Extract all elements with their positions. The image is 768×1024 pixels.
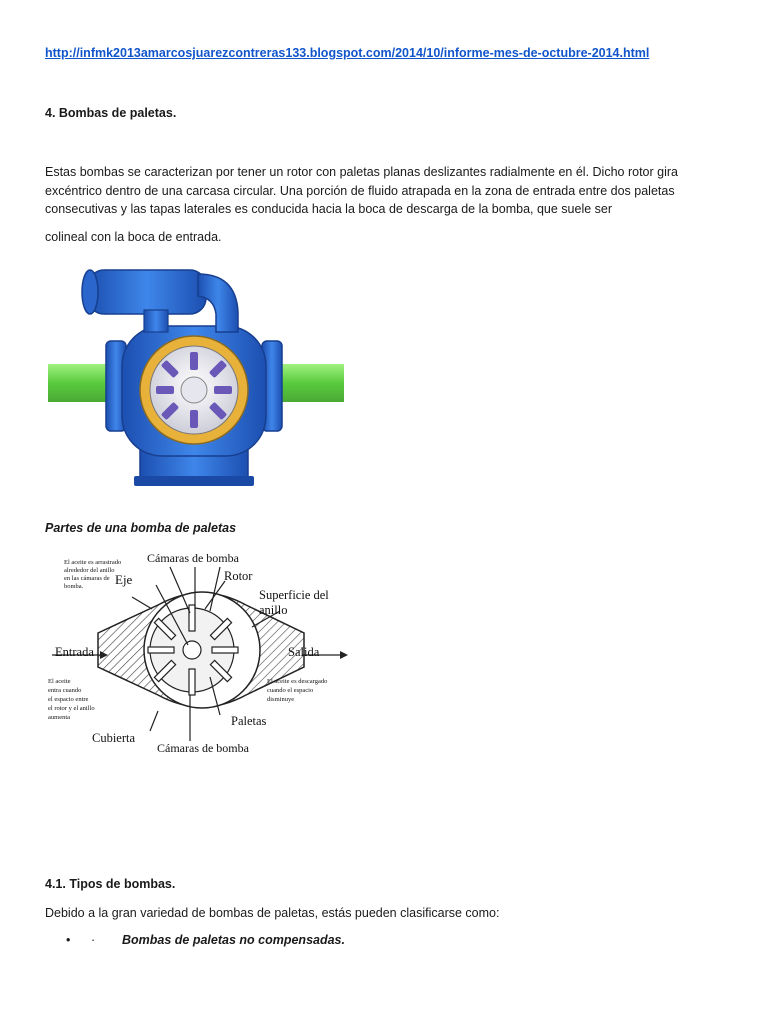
paragraph-line: Estas bombas se caracterizan por tener un rotor con paletas planas deslizantes radialmente en él. Dicho rotor gira	[45, 165, 678, 179]
note-line: entra cuando	[48, 687, 82, 694]
note-line: alrededor del anillo	[64, 567, 115, 574]
label-salida: Salida	[288, 645, 320, 659]
paragraph-line: excéntrico dentro de una carcasa circular. Una porción de fluido atrapada en la zona de entrada entre dos paletas	[45, 183, 675, 198]
note-line: en las cámaras de	[64, 575, 110, 582]
note-line: El aceite es arrastrado	[64, 559, 122, 566]
label-entrada: Entrada	[55, 645, 94, 659]
note-line: bomba.	[64, 583, 84, 590]
figure-caption: Partes de una bomba de paletas	[45, 521, 237, 535]
pump-foot	[134, 476, 254, 486]
note-top	[64, 559, 121, 591]
note-line: El aceite es descargado	[267, 678, 328, 685]
note-line: el rotor y el anillo	[48, 705, 95, 712]
label-superficie	[259, 588, 329, 618]
note-line: disminuye	[267, 696, 295, 703]
shaft	[181, 377, 207, 403]
label-eje: Eje	[115, 572, 133, 587]
note-line: El aceite	[48, 678, 71, 685]
note-left	[48, 677, 95, 722]
middot-icon: ·	[91, 933, 96, 947]
label-cubierta: Cubierta	[92, 731, 136, 745]
note-line: cuando el espacio	[267, 687, 314, 694]
vane-pump-illustration	[48, 256, 344, 496]
paragraph-tail: colineal con la boca de entrada.	[45, 230, 222, 244]
paragraph-line: consecutivas y las tapas laterales es conducida hacia la boca de descarga de la bomba, que suele ser	[45, 202, 613, 216]
label-superficie-line: anillo	[259, 603, 288, 617]
bullet-icon: •	[66, 933, 71, 947]
label-camaras-top: Cámaras de bomba	[147, 551, 239, 565]
label-rotor: Rotor	[224, 569, 253, 583]
note-line: el espacio entre	[48, 696, 89, 703]
motor-cylinder	[88, 270, 206, 314]
note-right	[267, 677, 327, 704]
subsection-heading: 4.1. Tipos de bombas.	[45, 877, 176, 891]
label-superficie-line: Superficie del	[259, 588, 329, 602]
label-paletas: Paletas	[231, 714, 267, 728]
label-camaras-bottom: Cámaras de bomba	[157, 741, 249, 755]
note-line: aumenta	[48, 714, 71, 721]
list-item-text: Bombas de paletas no compensadas.	[122, 933, 345, 947]
body-paragraph	[45, 163, 725, 219]
shaft-diagram	[183, 641, 201, 659]
source-link[interactable]: http://infmk2013amarcosjuarezcontreras133.blogspot.com/2014/10/informe-mes-de-octubre-2014.html	[45, 46, 650, 60]
section-heading: 4. Bombas de paletas.	[45, 106, 177, 120]
intro-text: Debido a la gran variedad de bombas de paletas, estás pueden clasificarse como:	[45, 906, 500, 920]
